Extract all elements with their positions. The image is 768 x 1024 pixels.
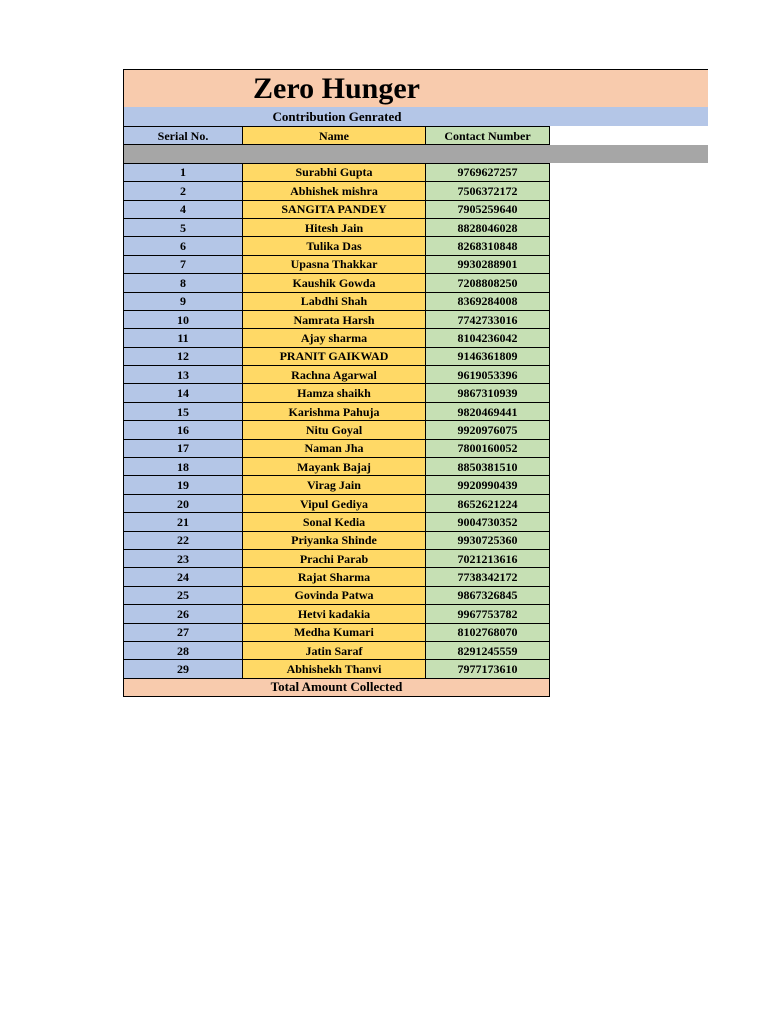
- serial-cell: 27: [124, 623, 243, 641]
- serial-cell: 5: [124, 218, 243, 236]
- table-row: [124, 237, 550, 255]
- name-cell: Rachna Agarwal: [243, 366, 426, 384]
- contact-cell: 7800160052: [426, 439, 550, 457]
- name-cell: Hamza shaikh: [243, 384, 426, 402]
- contact-cell: 9930725360: [426, 531, 550, 549]
- subtitle-row: [123, 107, 708, 126]
- serial-cell: 12: [124, 347, 243, 365]
- name-cell: Nitu Goyal: [243, 421, 426, 439]
- separator-band: [124, 145, 550, 163]
- serial-cell: 17: [124, 439, 243, 457]
- name-cell: Karishma Pahuja: [243, 402, 426, 420]
- separator-cell: [124, 145, 243, 163]
- contact-cell: 9769627257: [426, 163, 550, 181]
- contact-cell: 9619053396: [426, 366, 550, 384]
- serial-cell: 22: [124, 531, 243, 549]
- serial-cell: 20: [124, 494, 243, 512]
- total-row: [124, 678, 550, 696]
- contact-cell: 8828046028: [426, 218, 550, 236]
- name-cell: Ajay sharma: [243, 329, 426, 347]
- serial-cell: 2: [124, 182, 243, 200]
- name-cell: Mayank Bajaj: [243, 458, 426, 476]
- table-row: [124, 200, 550, 218]
- table-row: [124, 641, 550, 659]
- name-cell: Vipul Gediya: [243, 494, 426, 512]
- name-cell: Upasna Thakkar: [243, 255, 426, 273]
- table-row: [124, 402, 550, 420]
- serial-cell: 21: [124, 513, 243, 531]
- serial-cell: 1: [124, 163, 243, 181]
- name-cell: Virag Jain: [243, 476, 426, 494]
- serial-cell: 4: [124, 200, 243, 218]
- table-row: [124, 605, 550, 623]
- table-row: [124, 549, 550, 567]
- name-cell: Tulika Das: [243, 237, 426, 255]
- name-cell: Rajat Sharma: [243, 568, 426, 586]
- contact-cell: 9867310939: [426, 384, 550, 402]
- table-row: [124, 182, 550, 200]
- contact-cell: 7506372172: [426, 182, 550, 200]
- contact-cell: 7742733016: [426, 310, 550, 328]
- name-cell: PRANIT GAIKWAD: [243, 347, 426, 365]
- table-row: [124, 568, 550, 586]
- serial-cell: 9: [124, 292, 243, 310]
- contact-cell: 7905259640: [426, 200, 550, 218]
- contact-cell: 8102768070: [426, 623, 550, 641]
- serial-cell: 7: [124, 255, 243, 273]
- contact-cell: 9004730352: [426, 513, 550, 531]
- contact-cell: 8652621224: [426, 494, 550, 512]
- serial-cell: 26: [124, 605, 243, 623]
- contact-cell: 8104236042: [426, 329, 550, 347]
- serial-cell: 16: [124, 421, 243, 439]
- table-row: [124, 163, 550, 181]
- name-cell: Hitesh Jain: [243, 218, 426, 236]
- table-row: [124, 623, 550, 641]
- contact-cell: 7977173610: [426, 660, 550, 678]
- name-cell: Prachi Parab: [243, 549, 426, 567]
- table-row: [124, 292, 550, 310]
- name-cell: Medha Kumari: [243, 623, 426, 641]
- serial-cell: 8: [124, 274, 243, 292]
- name-cell: Kaushik Gowda: [243, 274, 426, 292]
- name-cell: Naman Jha: [243, 439, 426, 457]
- spreadsheet: [123, 69, 708, 697]
- column-header-contact: Contact Number: [426, 127, 550, 145]
- table-row: [124, 513, 550, 531]
- name-cell: Namrata Harsh: [243, 310, 426, 328]
- table-row: [124, 439, 550, 457]
- serial-cell: 29: [124, 660, 243, 678]
- table-row: [124, 476, 550, 494]
- serial-cell: 19: [124, 476, 243, 494]
- serial-cell: 11: [124, 329, 243, 347]
- contact-cell: 7208808250: [426, 274, 550, 292]
- contact-cell: 9146361809: [426, 347, 550, 365]
- document-title: Zero Hunger: [124, 70, 550, 108]
- contact-cell: 9920990439: [426, 476, 550, 494]
- serial-cell: 10: [124, 310, 243, 328]
- serial-cell: 25: [124, 586, 243, 604]
- name-cell: Jatin Saraf: [243, 641, 426, 659]
- contact-cell: 9967753782: [426, 605, 550, 623]
- table-row: [124, 329, 550, 347]
- name-cell: Priyanka Shinde: [243, 531, 426, 549]
- name-cell: Hetvi kadakia: [243, 605, 426, 623]
- table-row: [124, 366, 550, 384]
- name-cell: Labdhi Shah: [243, 292, 426, 310]
- table-row: [124, 494, 550, 512]
- table-row: [124, 421, 550, 439]
- table-row: [124, 660, 550, 678]
- name-cell: Govinda Patwa: [243, 586, 426, 604]
- table-row: [124, 586, 550, 604]
- table-row: [124, 255, 550, 273]
- name-cell: SANGITA PANDEY: [243, 200, 426, 218]
- serial-cell: 15: [124, 402, 243, 420]
- name-cell: Abhishekh Thanvi: [243, 660, 426, 678]
- contact-cell: 9820469441: [426, 402, 550, 420]
- serial-cell: 28: [124, 641, 243, 659]
- document-subtitle: Contribution Genrated: [272, 109, 402, 124]
- title-row: [123, 69, 708, 107]
- table-body: [124, 145, 550, 697]
- contact-cell: 9920976075: [426, 421, 550, 439]
- header-row: [124, 127, 550, 145]
- separator-cell: [426, 145, 550, 163]
- table-row: [124, 531, 550, 549]
- contact-cell: 8268310848: [426, 237, 550, 255]
- name-cell: Surabhi Gupta: [243, 163, 426, 181]
- serial-cell: 23: [124, 549, 243, 567]
- table-row: [124, 458, 550, 476]
- table-row: [124, 274, 550, 292]
- table-row: [124, 310, 550, 328]
- total-amount-label: Total Amount Collected: [124, 678, 550, 696]
- name-cell: Abhishek mishra: [243, 182, 426, 200]
- contact-cell: 9930288901: [426, 255, 550, 273]
- contact-cell: 8369284008: [426, 292, 550, 310]
- contact-cell: 8291245559: [426, 641, 550, 659]
- table-row: [124, 347, 550, 365]
- column-header-serial: Serial No.: [124, 127, 243, 145]
- serial-cell: 24: [124, 568, 243, 586]
- contact-cell: 7021213616: [426, 549, 550, 567]
- serial-cell: 14: [124, 384, 243, 402]
- contact-cell: 7738342172: [426, 568, 550, 586]
- table-row: [124, 218, 550, 236]
- contact-cell: 8850381510: [426, 458, 550, 476]
- contribution-table: [123, 126, 550, 697]
- separator-cell: [243, 145, 426, 163]
- column-header-name: Name: [243, 127, 426, 145]
- table-row: [124, 384, 550, 402]
- name-cell: Sonal Kedia: [243, 513, 426, 531]
- serial-cell: 13: [124, 366, 243, 384]
- serial-cell: 18: [124, 458, 243, 476]
- contact-cell: 9867326845: [426, 586, 550, 604]
- serial-cell: 6: [124, 237, 243, 255]
- separator-band-extension: [550, 145, 709, 163]
